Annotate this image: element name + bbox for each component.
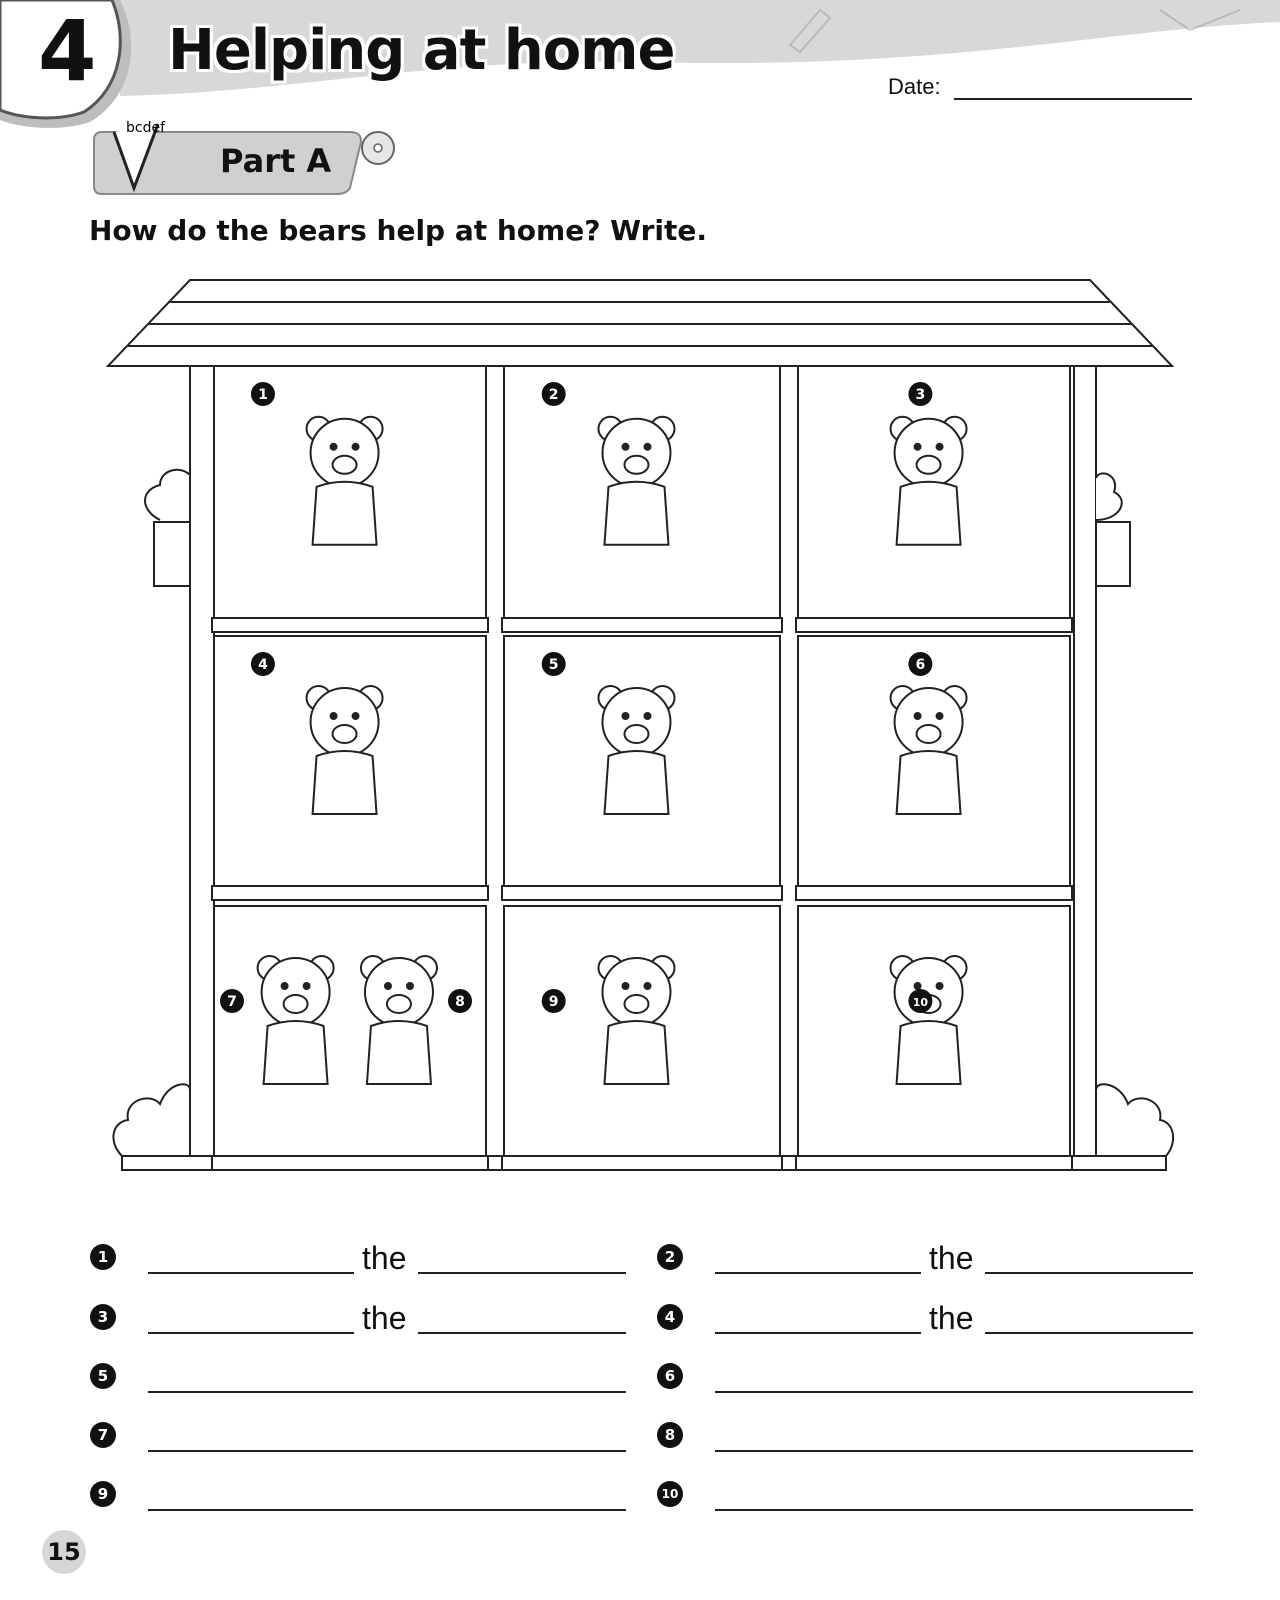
answer-row-2 (657, 1240, 1197, 1280)
answer-number: 5 (90, 1363, 116, 1389)
page-title: Helping at home (168, 18, 675, 83)
answer-number: 6 (657, 1363, 683, 1389)
answer-number: 10 (657, 1481, 683, 1507)
scene-number-badge (251, 382, 275, 406)
instruction-text: How do the bears help at home? Write. (89, 214, 707, 247)
answer-row-3 (90, 1300, 630, 1340)
answer-1-noun-blank[interactable] (418, 1272, 626, 1274)
answer-number: 2 (657, 1244, 683, 1270)
answer-1-verb-blank[interactable] (148, 1272, 354, 1274)
answer-row-6 (657, 1359, 1197, 1399)
answer-10-blank[interactable] (715, 1509, 1193, 1511)
answer-3-the: the (362, 1300, 407, 1336)
part-label: Part A (220, 142, 332, 180)
answer-2-the: the (929, 1240, 974, 1276)
scene-window-1 (212, 366, 488, 632)
scene-number: 10 (912, 996, 929, 1009)
scene-window-5 (502, 636, 782, 900)
scene-number: 5 (548, 657, 559, 673)
answer-1-the: the (362, 1240, 407, 1276)
answer-4-verb-blank[interactable] (715, 1332, 921, 1334)
scene-number: 3 (915, 387, 926, 403)
scene-window-8 (502, 906, 782, 1170)
scene-number-badge (251, 652, 275, 676)
cd-audio-icon[interactable] (362, 132, 394, 164)
answer-3-verb-blank[interactable] (148, 1332, 354, 1334)
scene-number-badge (448, 989, 472, 1013)
answer-2-noun-blank[interactable] (985, 1272, 1193, 1274)
answer-9-blank[interactable] (148, 1509, 626, 1511)
date-field[interactable] (954, 98, 1192, 100)
scene-number: 1 (258, 387, 268, 403)
scene-number: 6 (915, 657, 926, 673)
answer-3-noun-blank[interactable] (418, 1332, 626, 1334)
unit-number: 4 (38, 2, 97, 100)
roof (108, 280, 1172, 366)
scene-number-badge (908, 382, 932, 406)
answer-number: 9 (90, 1481, 116, 1507)
scene-window-6 (796, 636, 1072, 900)
scene-number: 4 (258, 657, 268, 673)
answer-6-blank[interactable] (715, 1391, 1193, 1393)
window-planter-left (145, 470, 190, 586)
answer-8-blank[interactable] (715, 1450, 1193, 1452)
answer-number: 1 (90, 1244, 116, 1270)
scene-number-badge (220, 989, 244, 1013)
bush-left (113, 1084, 190, 1156)
answer-row-1 (90, 1240, 630, 1280)
answer-5-blank[interactable] (148, 1391, 626, 1393)
scene-number-badge (542, 382, 566, 406)
scene-window-3 (796, 366, 1072, 632)
scene-number: 2 (548, 387, 559, 403)
scene-number: 7 (227, 994, 237, 1010)
date-label: Date: (888, 74, 941, 99)
answer-number: 7 (90, 1422, 116, 1448)
scene-window-4 (212, 636, 488, 900)
scene-number-badge (908, 652, 932, 676)
answer-4-the: the (929, 1300, 974, 1336)
answer-7-blank[interactable] (148, 1450, 626, 1452)
answer-number: 8 (657, 1422, 683, 1448)
scene-number: 9 (548, 994, 559, 1010)
scene-number-badge (542, 989, 566, 1013)
scene-grid (212, 366, 1072, 1170)
answer-4-noun-blank[interactable] (985, 1332, 1193, 1334)
answer-row-5 (90, 1359, 630, 1399)
scene-number-badge (908, 989, 932, 1013)
answer-number: 4 (657, 1304, 683, 1330)
answer-number: 3 (90, 1304, 116, 1330)
logo-letters: bcdef (126, 120, 166, 136)
window-planter-right (1096, 473, 1130, 586)
answer-2-verb-blank[interactable] (715, 1272, 921, 1274)
answer-row-4 (657, 1300, 1197, 1340)
scene-window-2 (502, 366, 782, 632)
answer-row-10 (657, 1477, 1197, 1517)
scene-window-7 (212, 906, 488, 1170)
answer-row-7 (90, 1418, 630, 1458)
scene-number-badge (542, 652, 566, 676)
scene-window-9 (796, 906, 1072, 1170)
answer-row-9 (90, 1477, 630, 1517)
page-number: 15 (42, 1530, 86, 1574)
answer-row-8 (657, 1418, 1197, 1458)
house-illustration (0, 270, 1280, 1210)
bush-right (1096, 1084, 1173, 1156)
scene-number: 8 (455, 994, 465, 1010)
